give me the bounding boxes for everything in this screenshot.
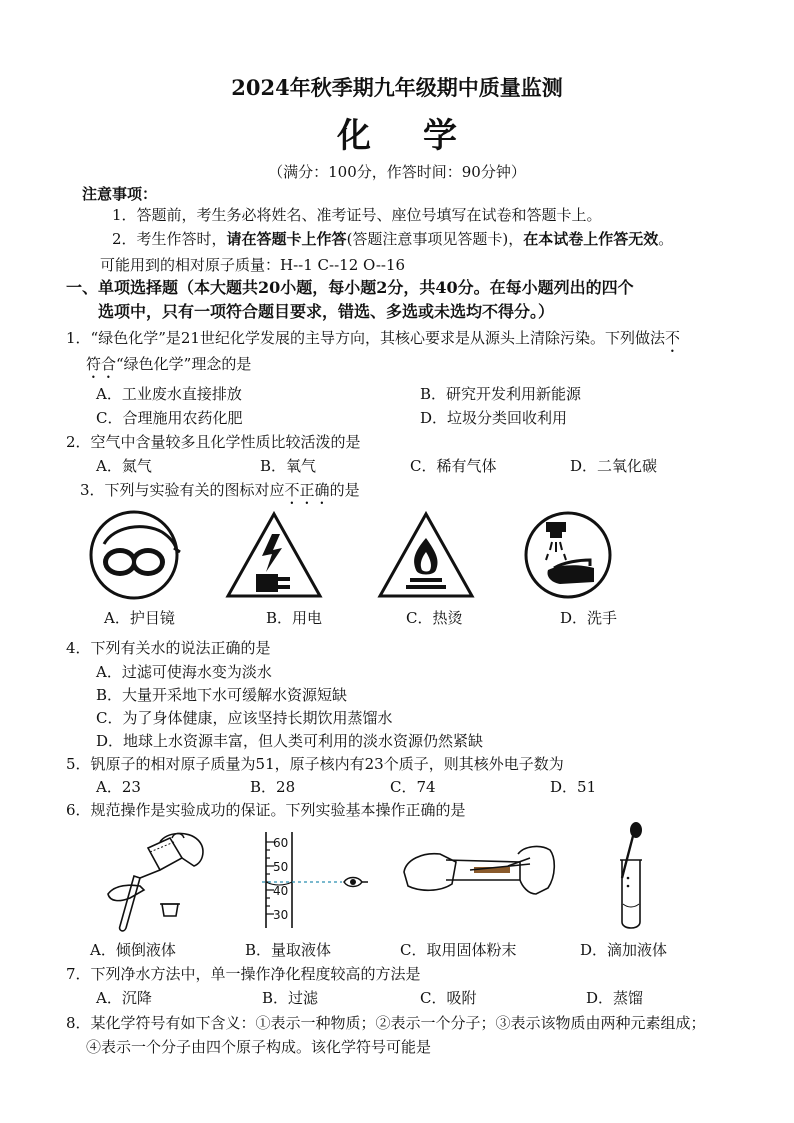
q1-option-c: C．合理施用农药化肥 (96, 409, 243, 427)
tick-60: 60 (273, 836, 289, 850)
q4-option-c: C．为了身体健康，应该坚持长期饮用蒸馏水 (96, 709, 393, 727)
q7-option-d: D．蒸馏 (586, 989, 644, 1007)
q1-option-b: B．研究开发利用新能源 (420, 385, 582, 403)
q3-option-c: C．热烫 (406, 609, 463, 627)
q8-stem-line2: ④表示一个分子由四个原子构成。该化学符号可能是 (86, 1038, 432, 1056)
section-1-heading-line2: 选项中，只有一项符合题目要求，错选、多选或未选均不得分。） (98, 302, 555, 321)
hand-wash-icon (520, 508, 616, 602)
q8-stem-line1: 8．某化学符号有如下含义：①表示一种物质；②表示一个分子；③表示该物质由两种元素组成； (66, 1014, 706, 1032)
electric-hazard-icon (222, 508, 326, 602)
q3-option-d: D．洗手 (560, 609, 618, 627)
solid-powder-figure (400, 832, 560, 912)
q7-option-b: B．过滤 (262, 989, 319, 1007)
q7-stem: 7．下列净水方法中，单一操作净化程度较高的方法是 (66, 965, 421, 983)
notice-heading: 注意事项： (82, 185, 158, 203)
q5-stem: 5．钒原子的相对原子质量为51，原子核内有23个质子，则其核外电子数为 (66, 755, 564, 773)
hot-surface-icon (374, 508, 478, 602)
goggles-icon (84, 508, 184, 602)
q7-option-a: A．沉降 (96, 989, 152, 1007)
exam-title: 2024年秋季期九年级期中质量监测 (231, 75, 563, 100)
q7-option-c: C．吸附 (420, 989, 477, 1007)
pouring-liquid-figure (100, 828, 220, 932)
q2-stem: 2．空气中含量较多且化学性质比较活泼的是 (66, 433, 361, 451)
atomic-mass-note: 可能用到的相对原子质量：H--1 C--12 O--16 (100, 256, 406, 274)
notice-item-2: 2．考生作答时，请在答题卡上作答(答题注意事项见答题卡)，在本试卷上作答无效。 (112, 230, 674, 248)
tick-50: 50 (273, 860, 289, 874)
q5-option-d: D．51 (550, 778, 597, 796)
q2-option-c: C．稀有气体 (410, 457, 497, 475)
q1-option-d: D．垃圾分类回收利用 (420, 409, 568, 427)
q6-stem: 6．规范操作是实验成功的保证。下列实验基本操作正确的是 (66, 801, 466, 819)
q1-stem-line2: 符合“绿色化学”理念的是 (86, 355, 252, 373)
q4-option-a: A．过滤可使海水变为淡水 (96, 663, 272, 681)
q5-option-a: A．23 (96, 778, 141, 796)
q1-option-a: A．工业废水直接排放 (96, 385, 242, 403)
tick-40: 40 (273, 884, 289, 898)
q2-option-a: A．氮气 (96, 457, 152, 475)
q6-option-a: A．倾倒液体 (90, 941, 176, 959)
q3-stem: 3．下列与实验有关的图标对应不正确的是 (80, 481, 360, 499)
tick-30: 30 (273, 908, 289, 922)
q3-option-a: A．护目镜 (104, 609, 175, 627)
q4-stem: 4．下列有关水的说法正确的是 (66, 639, 271, 657)
q3-option-b: B．用电 (266, 609, 323, 627)
q6-option-d: D．滴加液体 (580, 941, 668, 959)
q6-option-c: C．取用固体粉末 (400, 941, 517, 959)
q5-option-b: B．28 (250, 778, 296, 796)
notice-item-1: 1．答题前，考生务必将姓名、准考证号、座位号填写在试卷和答题卡上。 (112, 206, 602, 224)
exam-meta: （满分：100分，作答时间：90分钟） (268, 163, 526, 181)
q1-stem-line1: 1．“绿色化学”是21世纪化学发展的主导方向，其核心要求是从源头上清除污染。下列做法不 (66, 329, 680, 347)
q5-option-c: C．74 (390, 778, 436, 796)
subject-title: 化学 (337, 116, 509, 156)
q4-option-d: D．地球上水资源丰富，但人类可利用的淡水资源仍然紧缺 (96, 732, 484, 750)
q6-option-b: B．量取液体 (245, 941, 332, 959)
q4-option-b: B．大量开采地下水可缓解水资源短缺 (96, 686, 348, 704)
measuring-cylinder-figure (262, 828, 372, 932)
dropper-figure (600, 820, 660, 932)
section-1-heading-line1: 一、单项选择题（本大题共20小题，每小题2分，共40分。在每小题列出的四个 (66, 278, 634, 297)
q2-option-b: B．氧气 (260, 457, 317, 475)
q2-option-d: D．二氧化碳 (570, 457, 658, 475)
